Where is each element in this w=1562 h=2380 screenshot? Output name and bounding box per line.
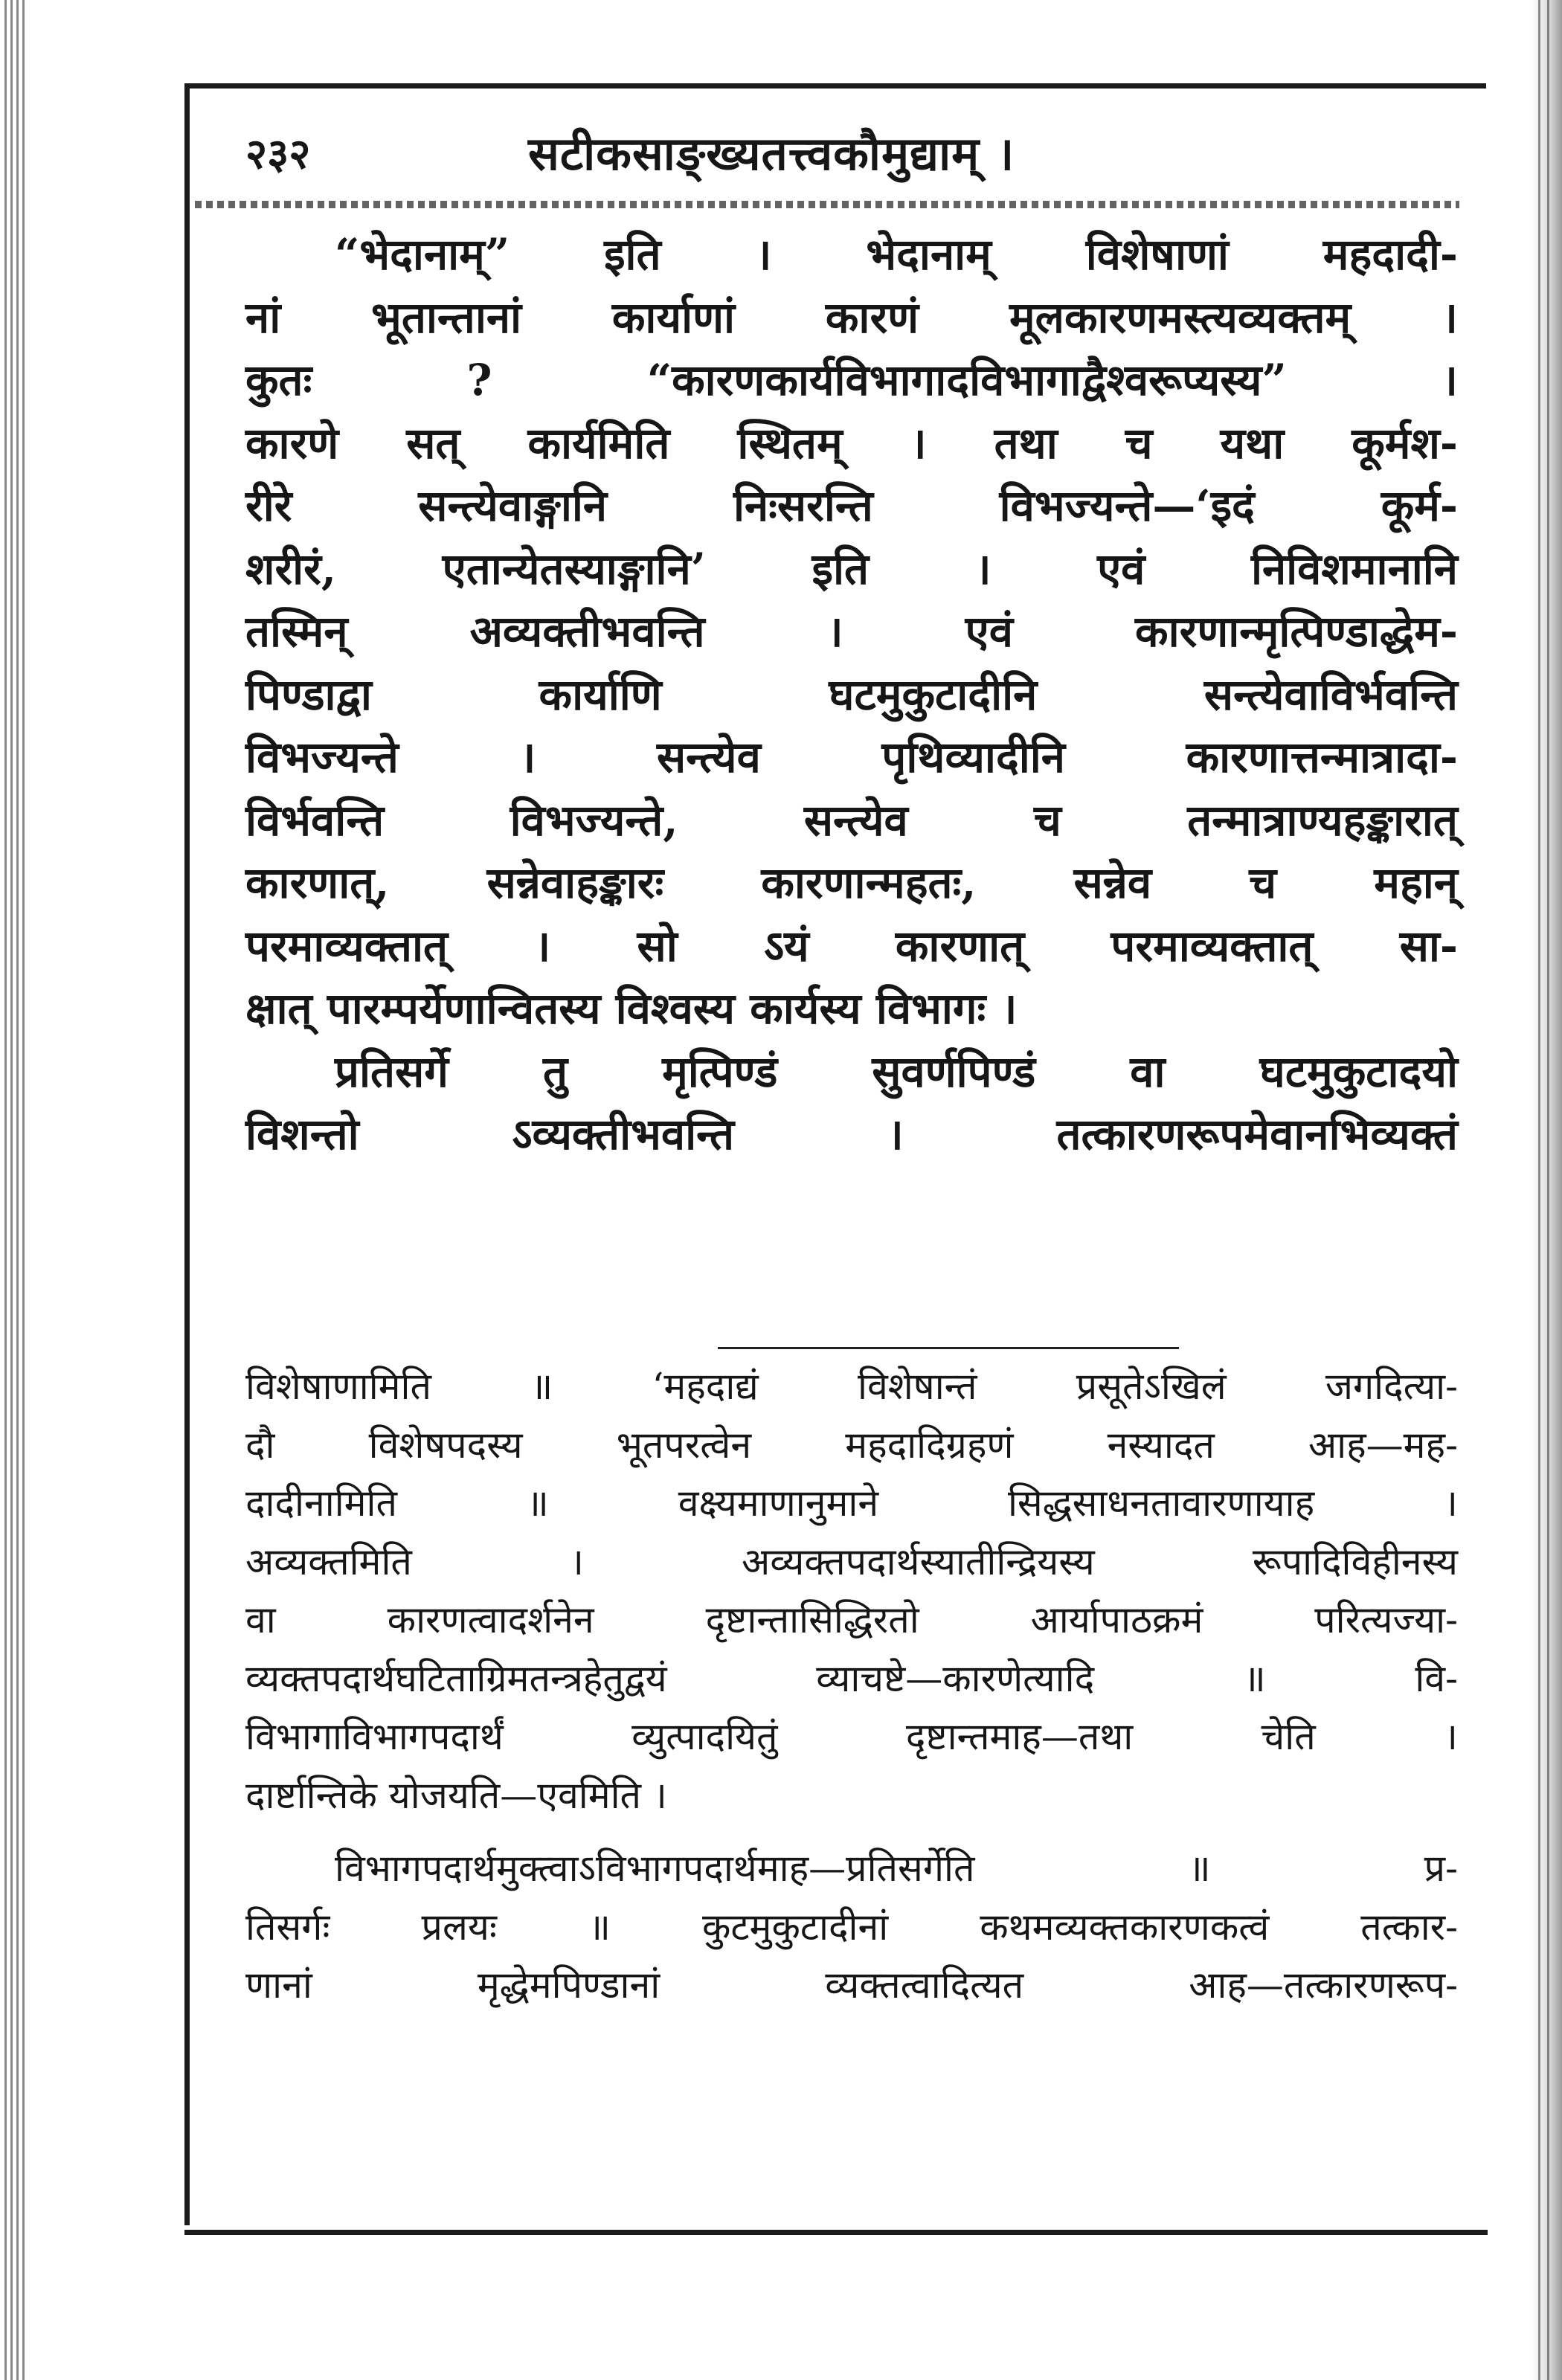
scan-edge-left xyxy=(0,0,30,2380)
main-line: प्रतिसर्गे तु मृत्पिण्डं सुवर्णपिण्डं वा घटमुकुटादयो xyxy=(335,1046,1458,1097)
main-line: विर्भवन्ति विभज्यन्ते, सन्त्येव च तन्मात्राण्यहङ्कारात् xyxy=(245,794,1458,846)
commentary-line: विशेषाणामिति ॥ ‘महदाद्यं विशेषान्तं प्रसूतेऽखिलं जगदित्या- xyxy=(245,1365,1458,1408)
page-number: २३२ xyxy=(245,129,311,178)
main-line: परमाव्यक्तात् । सो ऽयं कारणात् परमाव्यक्तात् सा- xyxy=(245,920,1458,971)
main-line: विभज्यन्ते । सन्त्येव पृथिव्यादीनि कारणात्तन्मात्रादा- xyxy=(245,732,1458,782)
commentary-line: विभागपदार्थमुक्त्वाऽविभागपदार्थमाह—प्रतिसर्गेति ॥ प्र- xyxy=(335,1847,1458,1890)
header-rule xyxy=(195,201,1459,208)
commentary-line: वा कारणत्वादर्शनेन दृष्टान्तासिद्धिरतो आर्यापाठक्रमं परित्यज्या- xyxy=(245,1598,1458,1641)
commentary-line: विभागाविभागपदार्थं व्युत्पादयितुं दृष्टान्तमाह—तथा चेति । xyxy=(245,1715,1458,1758)
main-line: नां भूतान्तानां कार्याणां कारणं मूलकारणमस्त्यव्यक्तम् । xyxy=(245,292,1458,343)
main-line: पिण्डाद्वा कार्याणि घटमुकुटादीनि सन्त्येवाविर्भवन्ति xyxy=(245,669,1458,720)
main-line: तस्मिन् अव्यक्तीभवन्ति । एवं कारणान्मृत्पिण्डाद्धेम- xyxy=(245,606,1458,657)
main-line: विशन्तो ऽव्यक्तीभवन्ति । तत्कारणरूपमेवानभिव्यक्तं xyxy=(245,1109,1458,1160)
main-line: “भेदानाम्” इति । भेदानाम् विशेषाणां महदादी- xyxy=(335,229,1458,280)
commentary-line: अव्यक्तमिति । अव्यक्तपदार्थस्यातीन्द्रियस्य रूपादिविहीनस्य xyxy=(245,1540,1458,1583)
commentary-line: दार्ष्टान्तिके योजयति—एवमिति । xyxy=(245,1773,667,1817)
main-line: कारणे सत् कार्यमिति स्थितम् । तथा च यथा कूर्मश- xyxy=(245,417,1458,469)
commentary-text xyxy=(245,1357,1458,2015)
main-text xyxy=(245,223,1458,1166)
main-line: कुतः ? “कारणकार्यविभागादविभागाद्वैश्वरूप्यस्य” । xyxy=(245,355,1458,405)
commentary-line: तिसर्गः प्रलयः ॥ कुटमुकुटादीनां कथमव्यक्तकारणकत्वं तत्कार- xyxy=(245,1905,1458,1949)
commentary-line: दौ विशेषपदस्य भूतपरत्वेन महदादिग्रहणं नस्यादत आह—मह- xyxy=(245,1423,1458,1467)
bottom-rule xyxy=(184,2230,1488,2235)
main-line: क्षात् पारम्पर्येणान्वितस्य विश्वस्य कार्यस्य विभागः । xyxy=(245,983,1018,1034)
paragraph-gap xyxy=(245,1824,1458,1839)
main-line: कारणात्, सन्नेवाहङ्कारः कारणान्महतः, सन्नेव च महान् xyxy=(245,858,1458,908)
commentary-divider xyxy=(718,1347,1179,1349)
page-header xyxy=(245,112,1458,193)
commentary-line: णानां मृद्धेमपिण्डानां व्यक्तत्वादित्यत आह—तत्कारणरूप- xyxy=(245,1964,1458,2007)
main-line: शरीरं, एतान्येतस्याङ्गानि’ इति । एवं निविशमानानि xyxy=(245,543,1458,594)
main-line: रीरे सन्त्येवाङ्गानि निःसरन्ति विभज्यन्ते—‘इदं कूर्म- xyxy=(245,480,1458,531)
scan-edge-right xyxy=(1532,0,1562,2380)
commentary-line: दादीनामिति ॥ वक्ष्यमाणानुमाने सिद्धसाधनतावारणायाह । xyxy=(245,1482,1458,1525)
running-title: सटीकसाङ्ख्यतत्त्वकौमुद्याम् । xyxy=(528,126,1015,181)
commentary-line: व्यक्तपदार्थघटिताग्रिमतन्त्रहेतुद्वयं व्याचष्टे—कारणेत्यादि ॥ वि- xyxy=(245,1656,1458,1700)
